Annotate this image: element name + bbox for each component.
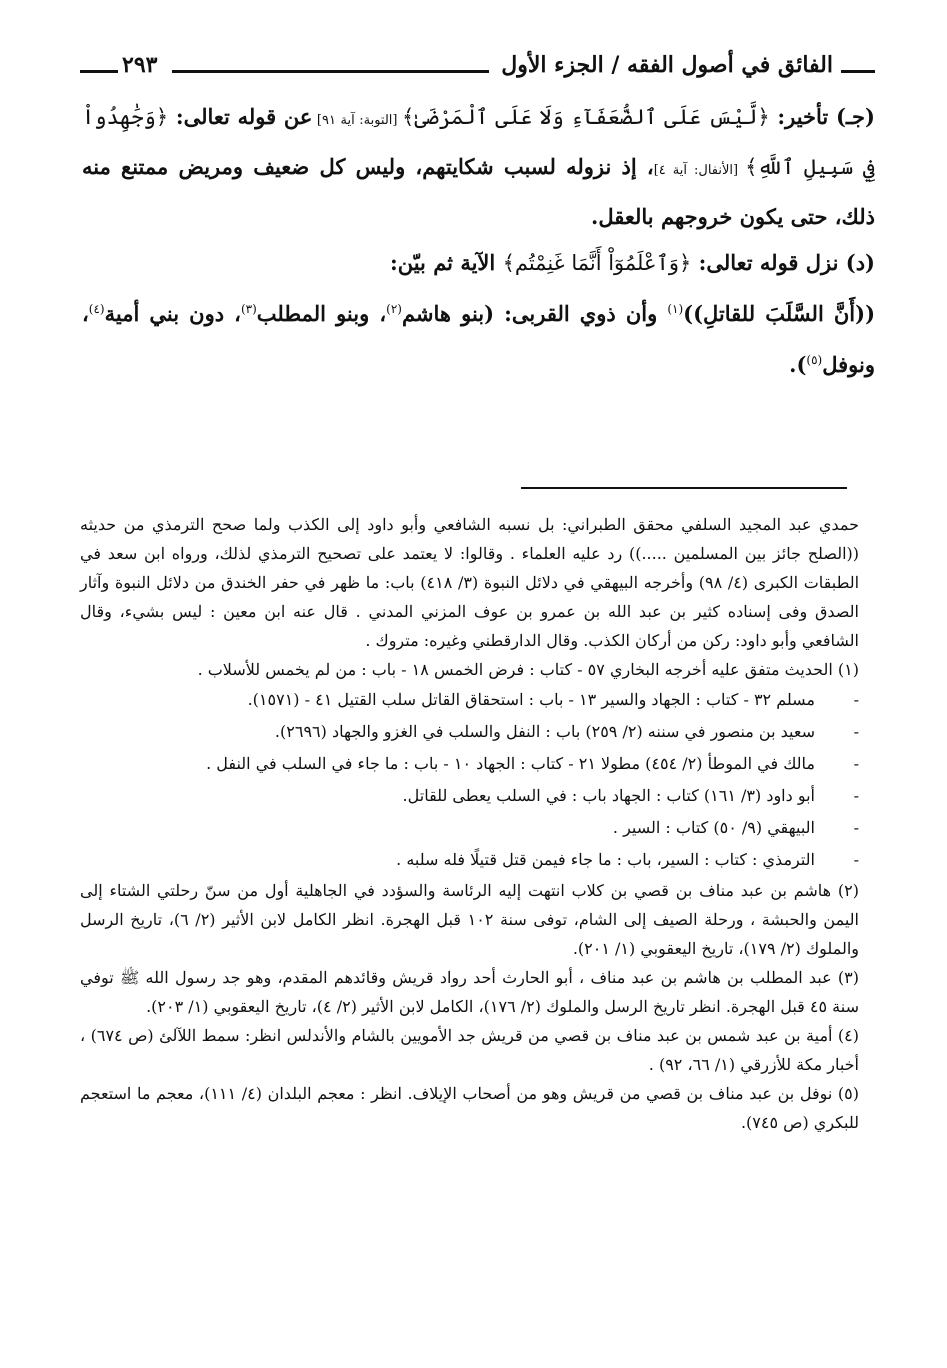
footnote-carry-over: حمدي عبد المجيد السلفي محقق الطبراني: بل نسبه الشافعي وأبو داود إلى الكذب ولما صحح الترمذي من حديثه ((الصلح جائز بين المسلمين .....)) رد عليه العلماء . وقالوا: لا يعتمد على تصحيح الترمذي لذلك، ورواه ابن سعد في الطبقات الكبرى (٤/ ٩٨) وأخرجه البيهقي في دلائل النبوة (٣/ ٤١٨) باب: ما ظهر في حفر الخندق من دلائل النبوة وآثار الصدق وفى إسناده كثير بن عبد الله بن عمرو بن عوف المزني المدني . قال عنه ابن معين : ليس بشيء، وقال الشافعي وأبو داود: ركن من أركان الكذب. وقال الدارقطني وغيره: متروك . — [80, 515, 860, 650]
footnote-4: (٤) أمية بن عبد شمس بن عبد مناف بن قصي من قريش جد الأمويين بالشام والأندلس انظر: سمط اللآلئ (ص ٦٧٤) ، أخبار مكة للأزرقي (١/ ٦٦، ٩٢) . — [80, 1026, 859, 1074]
header-rule — [172, 70, 489, 73]
verse-reference: [التوبة: آية ٩١] — [312, 113, 403, 128]
source-text: مالك في الموطأ (٢/ ٤٥٤) مطولا ٢١ - كتاب : الجهاد ١٠ - باب : ما جاء في السلب في النفل . — [206, 754, 815, 773]
paragraph-text: ، إذ نزوله لسبب شكايتهم، وليس كل ضعيف ومريض ممتنع منه ذلك، حتى يكون خروجهم بالعقل. — [82, 154, 875, 229]
list-dash: - — [853, 786, 859, 805]
running-title: الفائق في أصول الفقه / الجزء الأول — [501, 52, 833, 78]
main-text — [82, 94, 875, 388]
header-rule — [80, 70, 118, 73]
paragraph-d — [82, 240, 875, 286]
footnotes — [80, 510, 859, 1137]
paragraph-text: ، دون بني أمية — [104, 301, 241, 326]
paragraph-text: ، وبنو المطلب — [256, 301, 387, 326]
quran-verse: ﴿وَجَٰهِدُواْ فِي سَبِيلِ ٱللَّهِ﴾ — [82, 105, 875, 179]
paragraph-text: عن قوله تعالى: — [168, 104, 313, 129]
source-text: الترمذي : كتاب : السير، باب : ما جاء فيمن قتل قتيلًا فله سلبه . — [396, 850, 815, 869]
paragraph-c — [82, 94, 875, 240]
source-text: أبو داود (٣/ ١٦١) كتاب : الجهاد باب : في السلب يعطى للقاتل. — [402, 786, 815, 805]
footnote-ref[interactable]: (٣) — [240, 302, 257, 316]
paragraph-text: وأن ذوي القربى: (بنو هاشم — [401, 301, 668, 326]
list-item — [80, 684, 859, 716]
quran-verse: ﴿وَٱعْلَمُوٓاْ أَنَّمَا غَنِمْتُم﴾ — [502, 251, 692, 275]
footnote-3: (٣) عبد المطلب بن هاشم بن عبد مناف ، أبو الحارث أحد رواد قريش وقائدهم المقدم، وهو جد رسول الله ﷺ توفي سنة ٤٥ قبل الهجرة. انظر تاريخ الرسل والملوك (٢/ ١٧٦)، الكامل لابن الأثير (٢/ ٤)، تاريخ اليعقوبي (١/ ٢٠٣). — [80, 968, 859, 1016]
source-text: البيهقي (٩/ ٥٠) كتاب : السير . — [612, 818, 815, 837]
running-header — [80, 52, 875, 86]
list-dash: - — [853, 690, 859, 709]
source-text: مسلم ٣٢ - كتاب : الجهاد والسير ١٣ - باب : استحقاق القاتل سلب القتيل ٤١ - (١٥٧١). — [247, 690, 815, 709]
page-number: ٢٩٣ — [122, 52, 158, 78]
list-dash: - — [853, 850, 859, 869]
paragraph-text: ). — [789, 352, 807, 377]
list-item — [80, 812, 859, 844]
paragraph-text: ، ونوفل — [82, 301, 875, 377]
source-text: سعيد بن منصور في سننه (٢/ ٢٥٩) باب : النفل والسلب في الغزو والجهاد (٢٦٩٦). — [274, 722, 815, 741]
footnote-separator — [521, 487, 847, 489]
verse-reference: [الأنفال: آية ٤] — [653, 163, 746, 178]
footnote-5: (٥) نوفل بن عبد مناف بن قصي من قريش وهو من أصحاب الإيلاف. انظر : معجم البلدان (٤/ ١١١)، معجم ما استعجم للبكري (ص ٧٤٥). — [80, 1084, 860, 1132]
footnote-ref[interactable]: (٤) — [88, 302, 105, 316]
footnote-ref[interactable]: (٥) — [806, 353, 823, 367]
hadith-text: ((أَنَّ السَّلَبَ للقاتلِ)) — [683, 301, 876, 326]
footnote-ref[interactable]: (١) — [667, 302, 684, 316]
paragraph-text: (جـ) تأخير: — [769, 104, 875, 129]
quran-verse: ﴿لَّيْسَ عَلَى ٱلضُّعَفَآءِ وَلَا عَلَى ٱلْمَرْضَىٰ﴾ — [402, 105, 770, 129]
paragraph-text: (د) نزل قوله تعالى: — [691, 250, 875, 275]
paragraph-hadith — [82, 286, 875, 388]
list-item — [80, 716, 859, 748]
footnote-1: (١) الحديث متفق عليه أخرجه البخاري ٥٧ - كتاب : فرض الخمس ١٨ - باب : من لم يخمس للأسلاب . — [197, 660, 859, 679]
header-rule — [841, 70, 875, 73]
list-item — [80, 748, 859, 780]
list-dash: - — [853, 818, 859, 837]
footnote-2: (٢) هاشم بن عبد مناف بن قصي بن كلاب انتهت إليه الرئاسة والسؤدد في الجاهلية أول من سنّ رحلتي الشتاء إلى اليمن والحبشة ، ورحلة الصيف إلى الشام، توفى سنة ١٠٢ قبل الهجرة. انظر الكامل لابن الأثير (٢/ ٦)، تاريخ الرسل والملوك (٢/ ١٧٩)، تاريخ اليعقوبي (١/ ٢٠١). — [80, 881, 860, 958]
list-dash: - — [853, 754, 859, 773]
paragraph-text: الآية ثم بيّن: — [389, 250, 503, 275]
footnote-1-sources — [80, 684, 859, 876]
list-item — [80, 780, 859, 812]
footnote-ref[interactable]: (٢) — [386, 302, 402, 316]
list-dash: - — [853, 722, 859, 741]
list-item — [80, 844, 859, 876]
